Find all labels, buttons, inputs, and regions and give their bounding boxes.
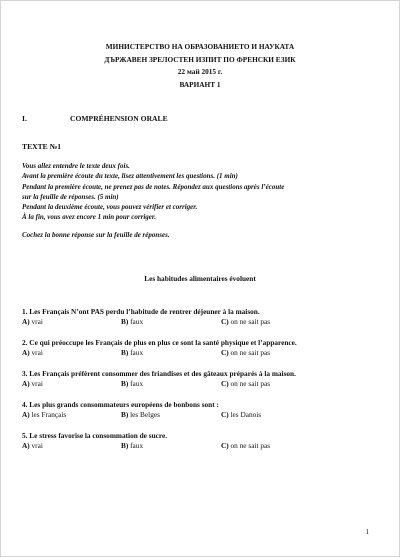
question-text: 5. Le stress favorise la consommation de sucre. bbox=[22, 431, 168, 440]
question-5 bbox=[22, 431, 382, 451]
question-text: 3. Les Français préfèrent consommer des friandises et des gâteaux préparés à la maison. bbox=[22, 369, 296, 378]
option-c: C) on ne sait pas bbox=[221, 440, 271, 450]
answer-options bbox=[22, 317, 382, 327]
option-a: A) vrai bbox=[22, 440, 43, 450]
answer-options bbox=[22, 379, 382, 389]
instruction-line: À la fin, vous avez encore 1 min pour corriger. bbox=[22, 213, 156, 222]
text-number: TEXTE №1 bbox=[22, 142, 62, 151]
question-text: 4. Les plus grands consommateurs européens de bonbons sont : bbox=[22, 400, 219, 409]
option-b: B) faux bbox=[121, 347, 144, 357]
option-c: C) on ne sait pas bbox=[221, 378, 271, 388]
question-3 bbox=[22, 369, 382, 389]
option-a: A) vrai bbox=[22, 378, 43, 388]
option-c: C) on ne sait pas bbox=[221, 347, 271, 357]
question-text: 2. Ce qui préoccupe les Français de plus en plus ce sont la santé physique et l’apparence. bbox=[22, 338, 297, 347]
option-a: A) vrai bbox=[22, 347, 43, 357]
variant-label: ВАРИАНТ 1 bbox=[179, 79, 221, 89]
option-b: B) les Belges bbox=[121, 409, 160, 419]
exam-title: ДЪРЖАВЕН ЗРЕЛОСТЕН ИЗПИТ ПО ФРЕНСКИ ЕЗИК bbox=[104, 54, 296, 64]
instructions bbox=[22, 161, 284, 223]
option-b: B) faux bbox=[121, 440, 144, 450]
instruction-line: Vous allez entendre le texte deux fois. bbox=[22, 162, 130, 170]
instruction-line: Avant la première écoute du texte, lisez attentivement les questions. (1 min) bbox=[22, 172, 238, 181]
answer-options bbox=[22, 441, 382, 451]
option-a: A) les Français bbox=[22, 409, 67, 419]
option-c: C) on ne sait pas bbox=[221, 316, 271, 326]
ministry-title: МИНИСТЕРСТВО НА ОБРАЗОВАНИЕТО И НАУКАТА bbox=[105, 42, 295, 51]
answer-options bbox=[22, 410, 382, 420]
question-4 bbox=[22, 400, 382, 420]
option-c: C) les Danois bbox=[221, 409, 262, 419]
section-number: I. bbox=[22, 114, 27, 123]
passage-title: Les habitudes alimentaires évoluent bbox=[144, 274, 256, 283]
question-1 bbox=[22, 307, 382, 327]
option-b: B) faux bbox=[121, 378, 144, 388]
instruction-line: Pendant la deuxième écoute, vous pouvez vérifier et corriger. bbox=[22, 203, 198, 212]
page-number: 1 bbox=[365, 528, 369, 536]
answer-options bbox=[22, 348, 382, 358]
section-heading bbox=[22, 114, 168, 123]
exam-header bbox=[1, 41, 399, 91]
question-list bbox=[22, 307, 382, 462]
question-2 bbox=[22, 338, 382, 358]
option-b: B) faux bbox=[121, 316, 144, 326]
option-a: A) vrai bbox=[22, 316, 43, 326]
section-title: COMPRÉHENSION ORALE bbox=[70, 114, 168, 123]
answer-instruction: Cochez la bonne réponse sur la feuille de réponses. bbox=[22, 231, 170, 239]
exam-date: 22 май 2015 г. bbox=[177, 67, 223, 76]
question-text: 1. Les Français N’ont PAS perdu l’habitude de rentrer déjeuner à la maison. bbox=[22, 307, 260, 316]
instruction-line: sur la feuille de réponses. (5 min) bbox=[22, 192, 119, 201]
instruction-line: Pendant la première écoute, ne prenez pas de notes. Répondez aux questions après l’écoute bbox=[22, 182, 285, 191]
